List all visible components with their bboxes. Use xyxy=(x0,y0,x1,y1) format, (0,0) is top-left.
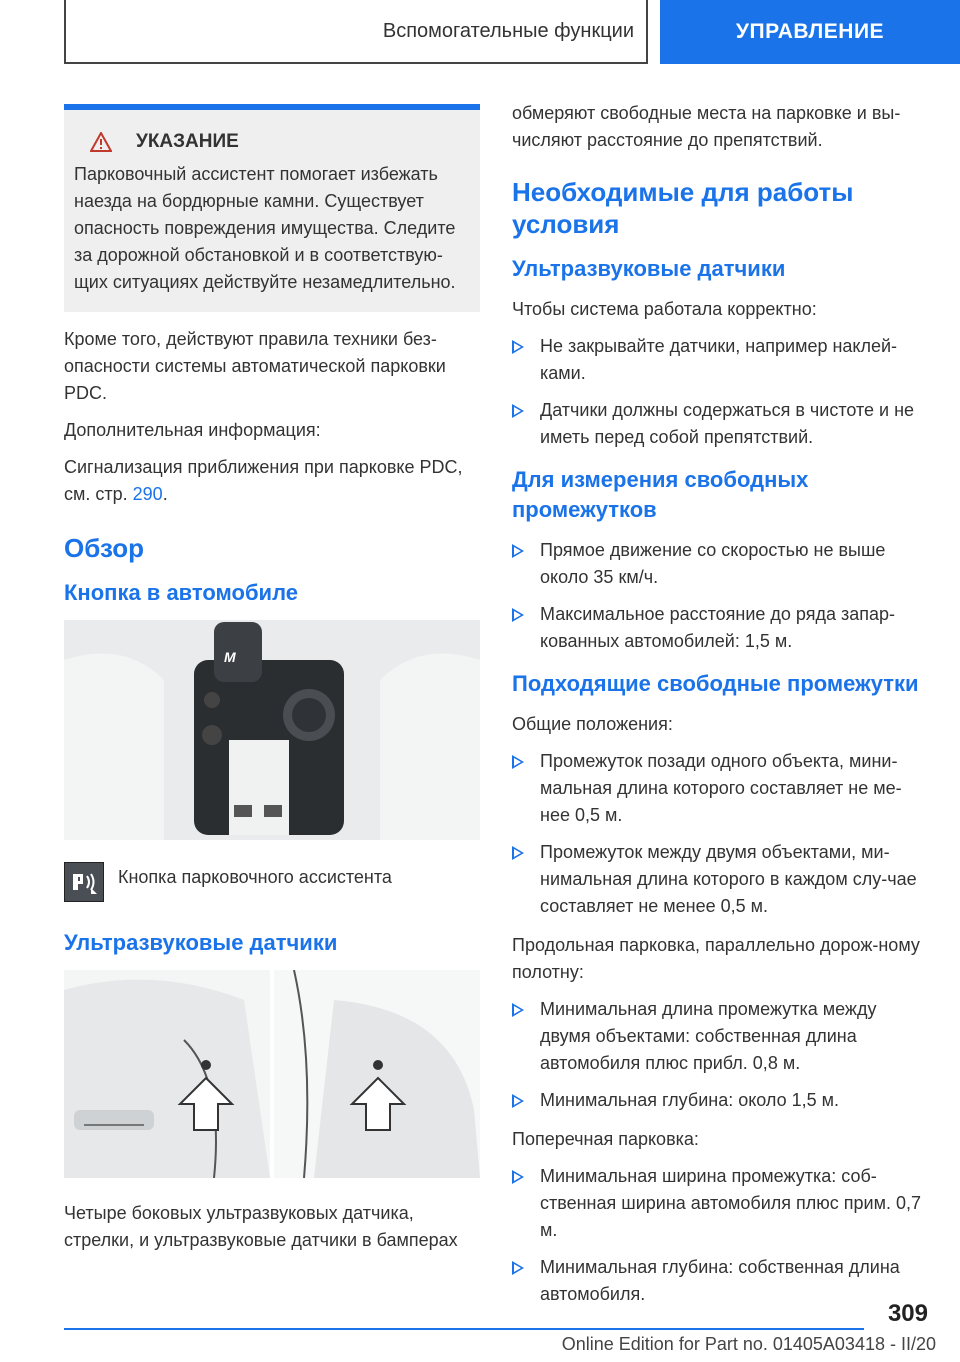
warning-title-text: УКАЗАНИЕ xyxy=(136,131,239,152)
header-section-label: Вспомогательные функции xyxy=(382,19,634,42)
list-item: Промежуток позади одного объекта, мини‐мальная длина которого составляет не ме‐нее 0,5 м. xyxy=(512,748,928,829)
footer-edition: Online Edition for Part no. 01405A03418 - II/20 xyxy=(561,1334,936,1354)
warning-triangle-icon xyxy=(90,132,112,152)
paragraph-safety: Кроме того, действуют правила техники без‐опасности системы автоматической парковки PDC. xyxy=(64,329,446,403)
paragraph-sensors-correct: Чтобы система работала корректно: xyxy=(512,299,817,319)
list-general xyxy=(512,748,928,920)
list-item: Прямое движение со скоростью не выше около 35 км/ч. xyxy=(512,537,928,591)
list-item: Датчики должны содержаться в чистоте и не иметь перед собой препятствий. xyxy=(512,397,928,451)
list-item: Минимальная глубина: собственная длина автомобиля. xyxy=(512,1254,928,1308)
list-sensor-conditions xyxy=(512,333,928,451)
sensors-photo-rear xyxy=(274,970,480,1178)
header-section xyxy=(64,0,648,64)
heading-ultrasonic-sensors-right: Ультразвуковые датчики xyxy=(512,256,786,281)
page-number: 309 xyxy=(887,1300,928,1327)
right-column xyxy=(512,104,928,1320)
button-legend xyxy=(64,862,480,902)
paragraph-measure-intro: обмеряют свободные места на парковке и вы‐числяют расстояние до препятствий. xyxy=(512,103,901,150)
warning-text: Парковочный ассистент помогает избежать наезда на бордюрные камни. Существует опасность повреждения имущества. Следите за дорожной обстановкой и в соответствую‐щих ситуациях действуйте незамедлительно. xyxy=(74,164,456,292)
sensors-photo-front xyxy=(64,970,270,1178)
button-caption: Кнопка парковочного ассистента xyxy=(118,867,392,887)
list-item: Не закрывайте датчики, например наклей‐ками. xyxy=(512,333,928,387)
pdc-ref-end: . xyxy=(162,484,168,504)
list-item: Промежуток между двумя объектами, ми‐нимальная длина которого в каждом слу‐чае составляет не менее 0,5 м. xyxy=(512,839,928,920)
pdc-ref-text: Сигнализация приближения при парковке PDC, см. стр. xyxy=(64,457,463,504)
paragraph-cross: Поперечная парковка: xyxy=(512,1129,699,1149)
console-illustration xyxy=(64,620,480,840)
heading-ultrasonic-sensors-left: Ультразвуковые датчики xyxy=(64,930,338,955)
header-chapter[interactable] xyxy=(660,0,960,64)
sensors-photo xyxy=(64,970,480,1178)
heading-measure-gaps: Для измерения свободных промежутков xyxy=(512,467,809,522)
heading-conditions: Необходимые для работы условия xyxy=(512,177,854,239)
footer-divider xyxy=(64,1328,864,1330)
page-link-290[interactable]: 290 xyxy=(132,484,163,504)
list-item: Минимальная глубина: около 1,5 м. xyxy=(512,1087,928,1114)
paragraph-general: Общие положения: xyxy=(512,714,673,734)
console-photo xyxy=(64,620,480,840)
list-item: Максимальное расстояние до ряда запар‐кованных автомобилей: 1,5 м. xyxy=(512,601,928,655)
warning-title xyxy=(74,128,468,155)
list-cross xyxy=(512,1163,928,1308)
heading-suitable-gaps: Подходящие свободные промежутки xyxy=(512,671,919,696)
parking-assistant-icon xyxy=(64,862,104,902)
left-column xyxy=(64,104,480,1264)
svg-text:M: M xyxy=(224,649,236,665)
list-measure-conditions xyxy=(512,537,928,655)
paragraph-parallel: Продольная парковка, параллельно дорож‐ному полотну: xyxy=(512,935,920,982)
header-chapter-label: УПРАВЛЕНИЕ xyxy=(735,20,885,43)
warning-box xyxy=(64,104,480,312)
paragraph-more-info: Дополнительная информация: xyxy=(64,420,321,440)
heading-button-in-car: Кнопка в автомобиле xyxy=(64,580,298,605)
sensors-caption: Четыре боковых ультразвуковых датчика, стрелки, и ультразвуковые датчики в бамперах xyxy=(64,1203,458,1250)
list-item: Минимальная ширина промежутка: соб‐ственная ширина автомобиля плюс прим. 0,7 м. xyxy=(512,1163,928,1244)
heading-overview: Обзор xyxy=(64,533,144,563)
list-item: Минимальная длина промежутка между двумя объектами: собственная длина автомобиля плюс прибл. 0,8 м. xyxy=(512,996,928,1077)
list-parallel xyxy=(512,996,928,1114)
paragraph-pdc-ref xyxy=(64,454,480,508)
